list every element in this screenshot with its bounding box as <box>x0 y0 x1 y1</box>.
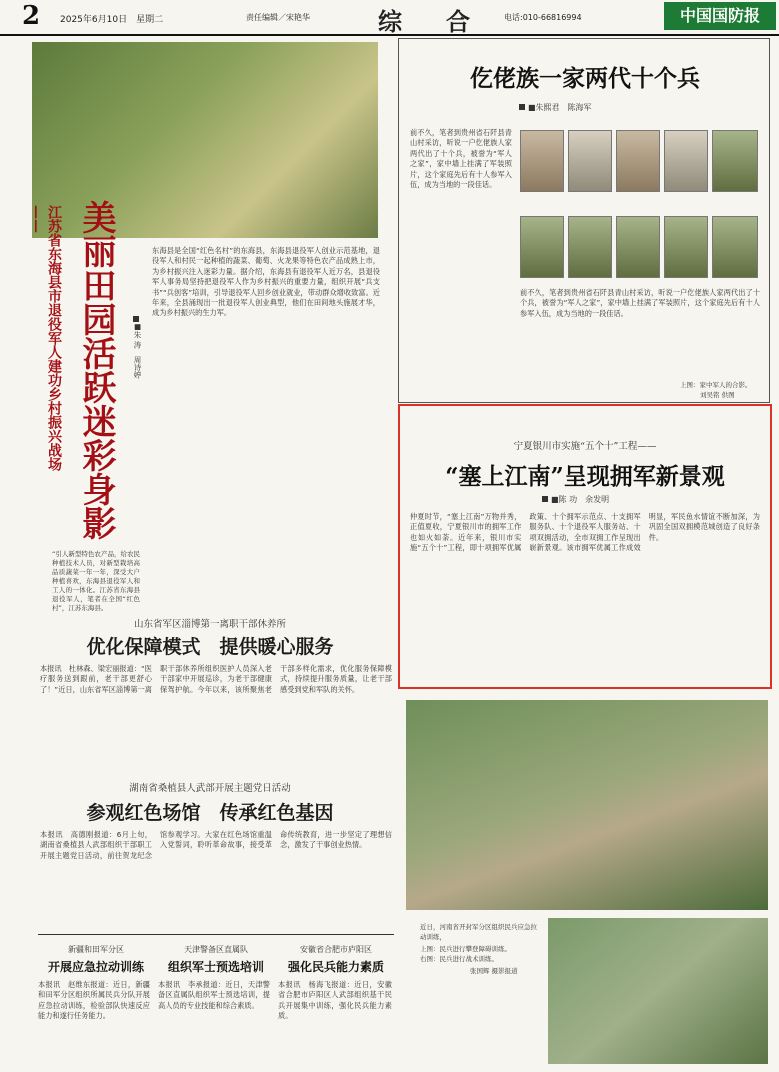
story3-title: “塞上江南”呈现拥军新景观 <box>445 463 725 490</box>
portrait-photo <box>664 130 708 192</box>
issue-date: 2025年6月10日 星期二 <box>60 15 164 25</box>
phone-number: 电话:010-66816994 <box>504 13 582 22</box>
story1-caption: “引人新型特色农产品，给农民种植技术人员，对新型栽培高品质蔬菜一年一年，深受大户种植喜欢，东海县退役军人和工人的一体化。江苏省东海县退役军人，笔者在全国“红色村”，江苏东海县。 <box>52 550 140 612</box>
story4-body: 本报讯 杜林森、梁宏丽报道：“医疗服务送到跟前，老干部更舒心了！”近日，山东省军区淄博第一离职干部休养所组织医护人员深入老干部家中开展巡诊，为老干部健康保驾护航。今年以来，该所聚焦老干部多样化需求，优化服务保障模式，持续提升服务质量，让老干部感受到党和军队的关怀。 <box>40 664 392 694</box>
training-caption-3: 右图：民兵进行战术训练。 <box>420 955 498 963</box>
story2-title: 仡佬族一家两代十个兵 <box>470 65 700 92</box>
story4-kicker: 山东省军区淄博第一离职干部休养所 <box>133 619 286 630</box>
story1-kicker: 江苏省东海县市退役军人建功乡村振兴战场—— <box>28 205 62 471</box>
brief-divider <box>38 934 394 935</box>
story2-credit: 刘吴铭 供图 <box>700 391 735 399</box>
story3-kicker: 宁夏银川市实施“五个十”工程—— <box>513 441 657 452</box>
brief3-kicker: 安徽省合肥市庐阳区 <box>300 945 372 954</box>
story1-byline: ■朱 涛 周诗婷 <box>123 316 143 436</box>
training-photo-bottom <box>548 918 768 1064</box>
training-credit: 张国辉 摄影报道 <box>470 967 518 975</box>
portrait-photo <box>520 216 564 278</box>
page-header <box>0 0 779 36</box>
brief1-kicker: 新疆和田军分区 <box>68 945 124 954</box>
page-number: 2 <box>22 1 41 31</box>
brief3-title: 强化民兵能力素质 <box>287 960 384 974</box>
responsible-editor: 责任编辑／宋艳华 <box>246 13 310 22</box>
story5-kicker: 湖南省桑植县人武部开展主题党日活动 <box>129 783 291 794</box>
training-caption-1: 近日，河南省开封军分区组织民兵应急拉动训练， <box>420 923 537 941</box>
brief3-body: 本报讯 杨海飞报道：近日，安徽省合肥市庐阳区人武部组织基干民兵开展集中训练，强化民兵能力素质。 <box>278 980 392 1021</box>
story2-body-right: 前不久，笔者到贵州省石阡县青山村采访，听说一户仡佬族人家两代出了十个兵，被誉为“军人之家”，家中墙上挂满了军装照片，这个家庭先后有十人参军入伍，成为当地的一段佳话。 <box>520 288 760 318</box>
story2-byline: ■朱熙君 陈海军 <box>519 102 592 113</box>
masthead-logo: 中国国防报 <box>664 2 776 30</box>
brief2-kicker: 天津警备区直属队 <box>184 945 248 954</box>
story3-byline: ■陈 功 余发明 <box>542 494 609 505</box>
portrait-photo <box>520 130 564 192</box>
story2-portrait-grid <box>520 130 760 282</box>
brief2-title: 组织军士预选培训 <box>167 960 264 974</box>
portrait-photo <box>616 216 660 278</box>
portrait-photo <box>712 130 758 192</box>
brief1-title: 开展应急拉动训练 <box>47 960 144 974</box>
brief2-body: 本报讯 李承报道：近日，天津警备区直属队组织军士预选培训，提高人员的专业技能和综合素质。 <box>158 980 270 1010</box>
story4-title: 优化保障模式 提供暖心服务 <box>86 636 334 658</box>
brief1-body: 本报讯 赵维东报道：近日，新疆和田军分区组织所属民兵分队开展应急拉动训练，检验部队快速反应能力和遂行任务能力。 <box>38 980 150 1021</box>
story1-body: 东海县是全国“红色名村”的东海县，东海县退役军人创业示范基地，退役军人和村民一起种植的蔬菜、葡萄、火龙果等特色农产品成熟上市，为乡村振兴注入迷彩力量。据介绍，东海县有退役军人近万名，县退役军人事务局坚持把退役军人作为乡村振兴的重要力量，组织开展“兵支书”“兵创客”培训，引导退役军人回乡创业就业，带动群众增收致富。近年来，全县涌现出一批退役军人创业典型，他们在田间地头施展才华，成为乡村振兴的生力军。 <box>152 246 380 318</box>
portrait-photo <box>568 216 612 278</box>
story2-body: 前不久，笔者到贵州省石阡县青山村采访，听说一户仡佬族人家两代出了十个兵，被誉为“军人之家”，家中墙上挂满了军装照片，这个家庭先后有十人参军入伍，成为当地的一段佳话。 <box>410 128 512 190</box>
story2-caption: 上图：家中军人的合影。 <box>680 381 752 389</box>
story5-body: 本报讯 高德刚报道：6月上旬，湖南省桑植县人武部组织干部职工开展主题党日活动，前往贺龙纪念馆参观学习。大家在红色场馆重温入党誓词，聆听革命故事，接受革命传统教育，进一步坚定了理想信念，激发了干事创业热情。 <box>40 830 392 860</box>
portrait-photo <box>616 130 660 192</box>
training-photo-top <box>406 700 768 910</box>
story3-body: 仲夏时节，“塞上江南”万物并秀，正值夏收，宁夏银川市的拥军工作也如火如荼。近年来，银川市实施“五个十”工程，即十项拥军优属政策、十个拥军示范点、十支拥军服务队、十个退役军人服务站、十项双拥活动，全市双拥工作呈现出崭新景观。该市拥军优属工作成效明显，军民鱼水情谊不断加深，为巩固全国双拥模范城创造了良好条件。 <box>410 512 760 553</box>
portrait-photo <box>568 130 612 192</box>
portrait-photo <box>664 216 708 278</box>
story5-title: 参观红色场馆 传承红色基因 <box>86 802 334 824</box>
portrait-photo <box>712 216 758 278</box>
training-caption-2: 上图：民兵进行攀登障碍训练。 <box>420 945 511 953</box>
story1-title: 美丽田园活跃迷彩身影 <box>76 200 116 540</box>
section-title: 综 合 <box>378 7 480 36</box>
